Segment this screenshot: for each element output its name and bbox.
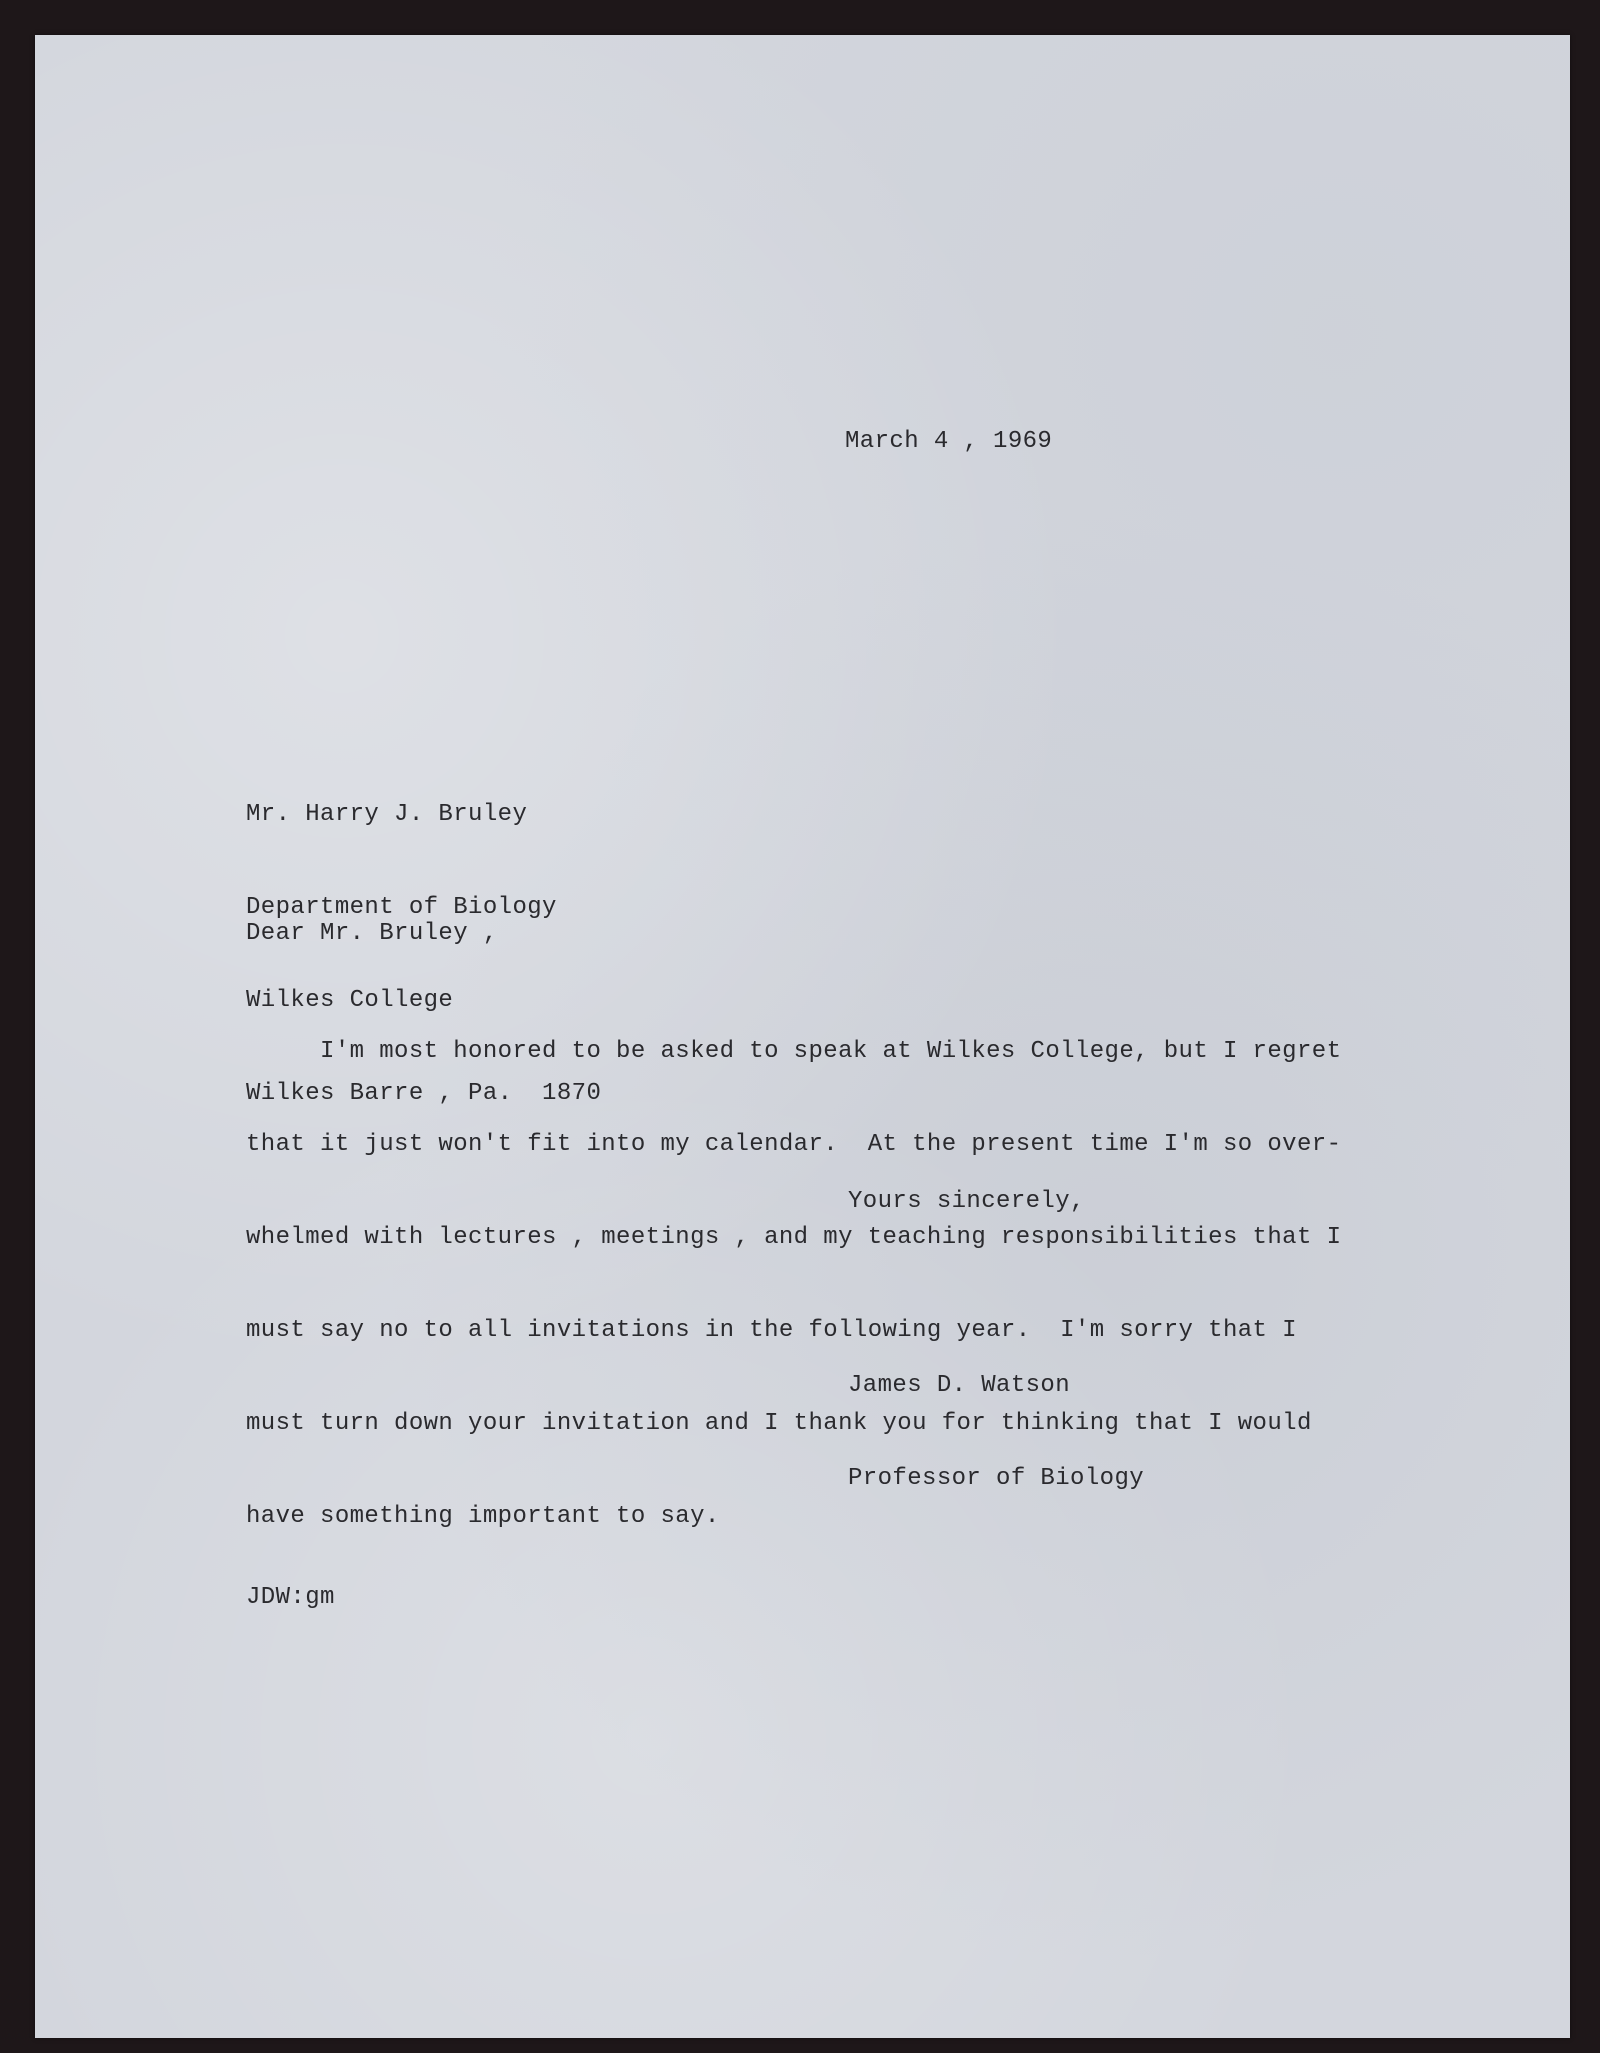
letter-date: March 4 , 1969 [845, 428, 1053, 455]
letter-paper [35, 35, 1570, 2038]
body-line: that it just won't fit into my calendar. At the present time I'm so over- [246, 1131, 1342, 1158]
address-line: Wilkes College [246, 987, 454, 1014]
closing: Yours sincerely, [848, 1188, 1085, 1215]
address-line: Mr. Harry J. Bruley [246, 801, 528, 828]
body-line: must turn down your invitation and I thank you for thinking that I would [246, 1410, 1312, 1437]
salutation: Dear Mr. Bruley , [246, 920, 498, 947]
address-line: Department of Biology [246, 894, 557, 921]
body-line: must say no to all invitations in the following year. I'm sorry that I [246, 1317, 1297, 1344]
signature-block [848, 1308, 1144, 1556]
body-line: I'm most honored to be asked to speak at Wilkes College, but I regret [246, 1038, 1342, 1065]
body-line: whelmed with lectures , meetings , and my teaching responsibilities that I [246, 1224, 1342, 1251]
body-line: have something important to say. [246, 1503, 720, 1530]
address-line: Wilkes Barre , Pa. 1870 [246, 1080, 602, 1107]
signer-name: James D. Watson [848, 1372, 1071, 1399]
typist-initials: JDW:gm [246, 1584, 335, 1611]
signer-title: Professor of Biology [848, 1465, 1145, 1492]
letter-body [246, 974, 1341, 1594]
